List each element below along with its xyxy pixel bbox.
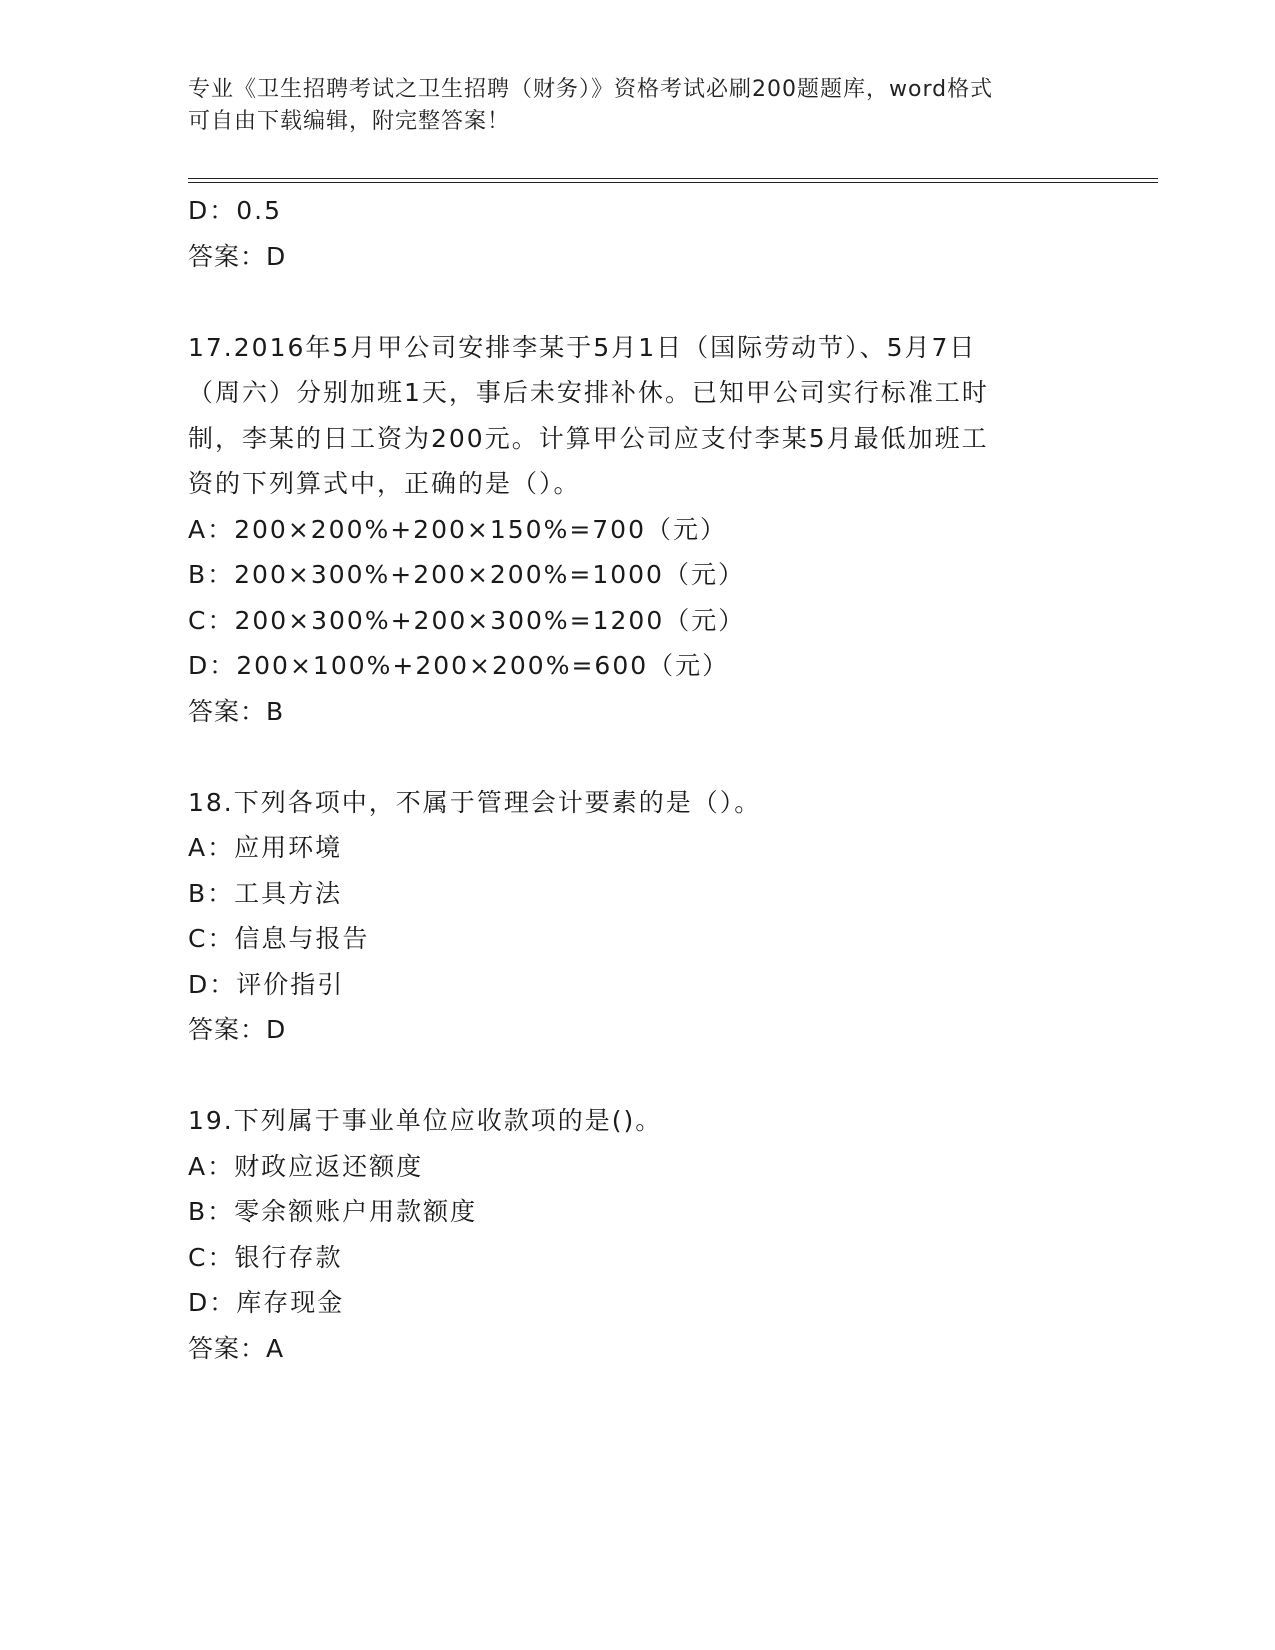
- question-stem-line: （周六）分别加班1天，事后未安排补休。已知甲公司实行标准工时: [188, 378, 989, 407]
- question-stem-line: 17.2016年5月甲公司安排李某于5月1日（国际劳动节）、5月7日: [188, 332, 977, 362]
- spacer: [188, 1053, 1088, 1099]
- option-d: D：评价指引: [188, 969, 345, 999]
- spacer: [188, 734, 1088, 780]
- question-19: [188, 1098, 1088, 1371]
- option-d: D：0.5: [188, 196, 283, 225]
- option-c: C：银行存款: [188, 1242, 343, 1272]
- answer: 答案：D: [188, 241, 287, 271]
- option-c: C：200×300%+200×300%=1200（元）: [188, 605, 746, 635]
- answer: 答案：B: [188, 696, 285, 726]
- question-stem: 18.下列各项中，不属于管理会计要素的是（）。: [188, 787, 762, 817]
- header-line-2: 可自由下载编辑，附完整答案！: [188, 109, 511, 134]
- option-c: C：信息与报告: [188, 924, 370, 953]
- prev-question-tail: [188, 188, 1088, 279]
- answer: 答案：D: [188, 1015, 287, 1044]
- question-stem-line: 资的下列算式中，正确的是（）。: [188, 469, 581, 498]
- option-b: B：零余额账户用款额度: [188, 1197, 478, 1226]
- header-divider: [188, 178, 1158, 183]
- question-17: [188, 325, 1088, 735]
- option-b: B：200×300%+200×200%=1000（元）: [188, 560, 745, 589]
- spacer: [188, 279, 1088, 325]
- header-line-1: 专业《卫生招聘考试之卫生招聘（财务）》资格考试必刷200题题库，word格式: [188, 77, 994, 102]
- option-b: B：工具方法: [188, 878, 343, 908]
- option-a: A：200×200%+200×150%=700（元）: [188, 514, 727, 544]
- question-stem: 19.下列属于事业单位应收款项的是()。: [188, 1106, 663, 1135]
- answer: 答案：A: [188, 1333, 285, 1363]
- document-body: [188, 188, 1088, 1371]
- question-18: [188, 780, 1088, 1053]
- option-d: D：200×100%+200×200%=600（元）: [188, 651, 730, 680]
- question-stem-line: 制，李某的日工资为200元。计算甲公司应支付李某5月最低加班工: [188, 423, 989, 453]
- option-a: A：财政应返还额度: [188, 1151, 424, 1181]
- option-a: A：应用环境: [188, 833, 343, 862]
- option-d: D：库存现金: [188, 1288, 345, 1317]
- document-header: [188, 74, 1088, 138]
